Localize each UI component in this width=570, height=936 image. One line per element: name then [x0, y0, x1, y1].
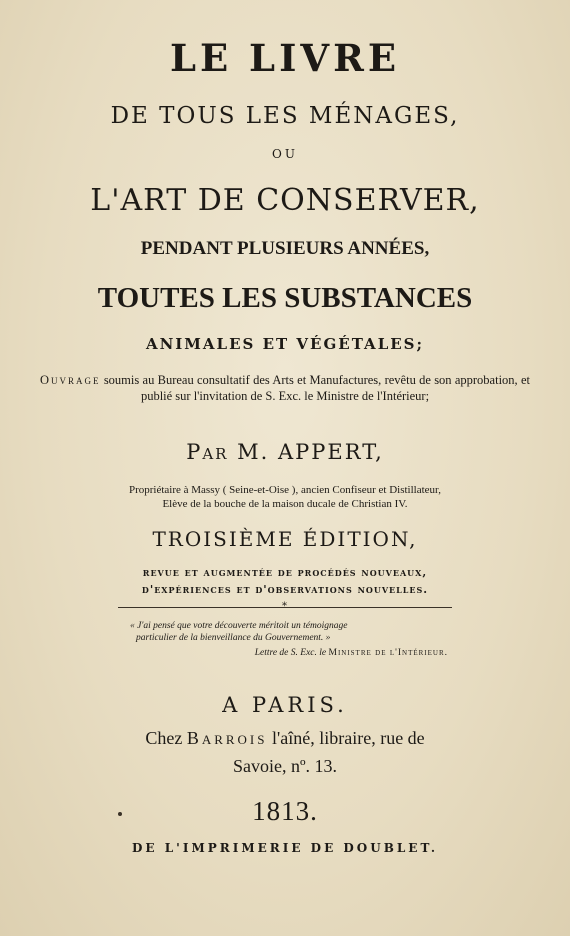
- place-of-publication: A PARIS.: [222, 693, 348, 717]
- description-text: soumis au Bureau consultatif des Arts et Manufactures, revêtu de son approbation, et publié sur l'invitation de S. Exc. le Ministre de l'Intérieur;: [100, 373, 530, 403]
- description-lead: Ouvrage: [40, 373, 101, 387]
- author-name: M. APPERT,: [228, 440, 384, 464]
- printer-line: DE L'IMPRIMERIE DE DOUBLET.: [131, 841, 439, 855]
- author-line: [0, 440, 570, 464]
- credentials-line-2: Elève de la bouche de la maison ducale de Christian IV.: [162, 498, 408, 510]
- revision-line-1: revue et augmentée de procédés nouveaux,: [142, 566, 428, 579]
- revision-line-2: d'expériences et d'observations nouvelles.: [141, 583, 429, 596]
- publication-year: 1813.: [252, 796, 318, 826]
- credentials-line-1: Propriétaire à Massy ( Seine-et-Oise ), ancien Confiseur et Distillateur,: [128, 484, 442, 496]
- title-line-7: ANIMALES ET VÉGÉTALES;: [145, 335, 425, 353]
- quote-attribution: [130, 648, 448, 658]
- title-line-5: PENDANT PLUSIEURS ANNÉES,: [140, 238, 430, 259]
- attribution-text: Lettre de S. Exc. le: [254, 648, 329, 658]
- publisher-pre: Chez: [145, 728, 187, 748]
- title-line-3: OU: [272, 147, 298, 161]
- work-description: [40, 372, 530, 404]
- title-line-4: L'ART DE CONSERVER,: [90, 183, 480, 218]
- author-credentials: [40, 483, 530, 511]
- ornament-star: *: [282, 601, 287, 612]
- author-prefix: Par: [186, 440, 229, 464]
- title-line-6: TOUTES LES SUBSTANCES: [97, 282, 473, 314]
- title-line-2: DE TOUS LES MÉNAGES,: [110, 103, 460, 129]
- quote-line-1: « J'ai pensé que votre découverte méritoit un témoignage: [130, 621, 348, 631]
- edition-line: TROISIÈME ÉDITION,: [152, 527, 418, 551]
- publisher-address: Savoie, nº. 13.: [232, 756, 338, 776]
- publisher-name: Barrois: [186, 728, 268, 748]
- epigraph-quote: [130, 620, 450, 644]
- title-line-1: LE LIVRE: [169, 36, 401, 80]
- quote-line-2: particulier de la bienveillance du Gouvernement. »: [136, 633, 331, 643]
- publisher-line: [0, 728, 570, 749]
- attribution-office: Ministre de l'Intérieur.: [328, 648, 448, 658]
- publisher-post: l'aîné, libraire, rue de: [267, 728, 425, 748]
